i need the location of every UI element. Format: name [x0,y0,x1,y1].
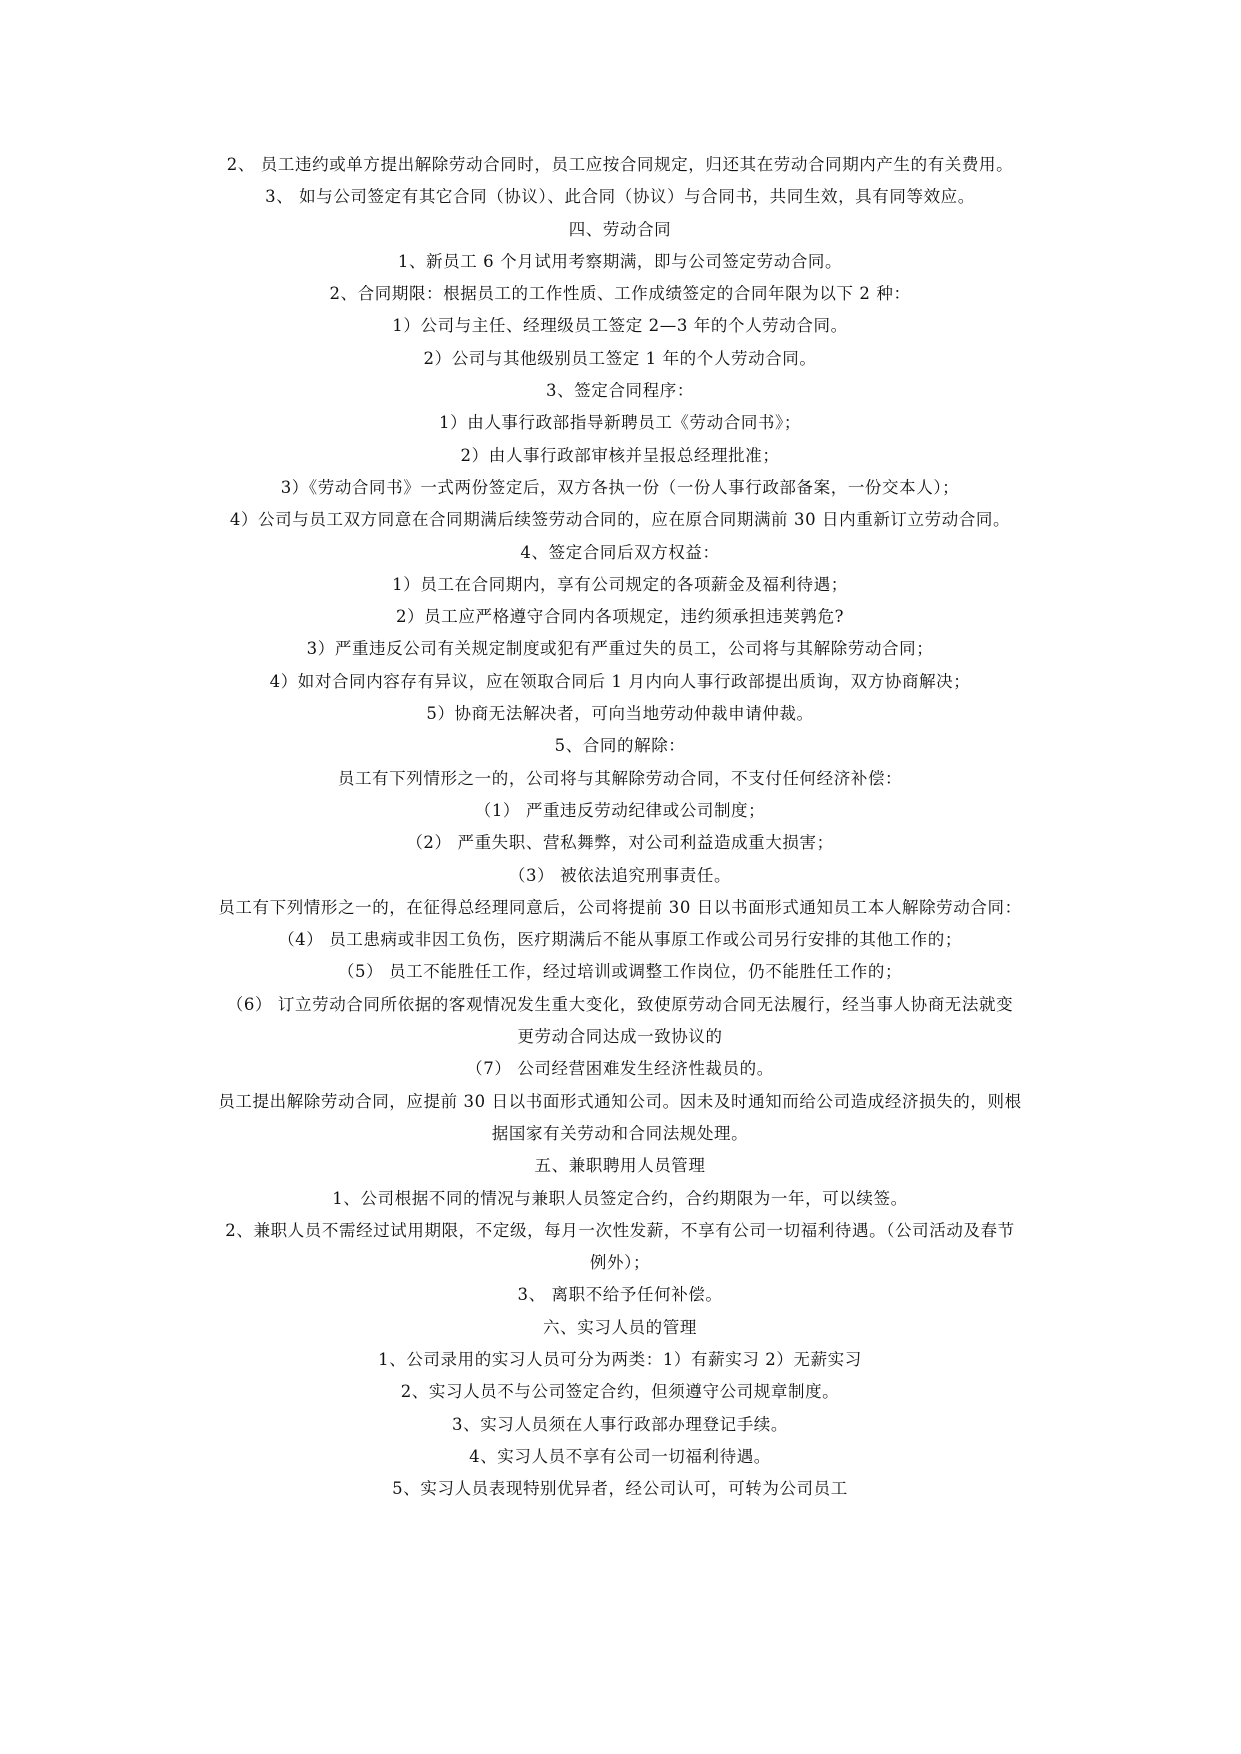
text-line: 3、实习人员须在人事行政部办理登记手续。 [452,1414,788,1434]
text-line: 1、公司根据不同的情况与兼职人员签定合约，合约期限为一年，可以续签。 [332,1188,908,1208]
text-line: 3、签定合同程序： [546,381,694,401]
text-line: （3） 被依法追究刑事责任。 [508,865,732,885]
text-line: 2）公司与其他级别员工签定 1 年的个人劳动合同。 [423,348,817,368]
text-line: （4） 员工患病或非因工负伤，医疗期满后不能从事原工作或公司另行安排的其他工作的； [278,930,962,950]
text-line: （5） 员工不能胜任工作，经过培训或调整工作岗位，仍不能胜任工作的； [337,962,903,982]
text-line: 3）严重违反公司有关规定制度或犯有严重过失的员工，公司将与其解除劳动合同； [306,639,934,659]
document-body [175,149,1065,1505]
text-line: （1） 严重违反劳动纪律或公司制度； [474,800,766,820]
text-line: 2）员工应严格遵守合同内各项规定，违约须承担违荚鹑危? [395,607,845,627]
text-line: 员工提出解除劳动合同，应提前 30 日以书面形式通知公司。因未及时通知而给公司造成经济损失的，则根 [218,1091,1022,1111]
text-line: 1）由人事行政部指导新聘员工《劳动合同书》； [439,413,801,433]
text-line: 4）如对合同内容存有异议，应在领取合同后 1 月内向人事行政部提出质询，双方协商解决； [269,671,971,691]
text-line: 2、合同期限：根据员工的工作性质、工作成绩签定的合同年限为以下 2 种： [329,284,911,304]
text-line: 4、签定合同后双方权益： [520,542,720,562]
text-line: （6） 订立劳动合同所依据的客观情况发生重大变化，致使原劳动合同无法履行，经当事人协商无法就变 [226,994,1014,1014]
text-line: 4）公司与员工双方同意在合同期满后续签劳动合同的，应在原合同期满前 30 日内重新订立劳动合同。 [229,510,1011,530]
text-line: 员工有下列情形之一的，在征得总经理同意后，公司将提前 30 日以书面形式通知员工本人解除劳动合同： [218,897,1022,917]
section-heading: 五、兼职聘用人员管理 [534,1156,706,1176]
text-line: 4、实习人员不享有公司一切福利待遇。 [469,1446,771,1466]
text-line: 2、 员工违约或单方提出解除劳动合同时，员工应按合同规定，归还其在劳动合同期内产生的有关费用。 [226,155,1014,174]
text-line: 1）员工在合同期内，享有公司规定的各项薪金及福利待遇； [392,574,848,594]
text-line: 员工有下列情形之一的，公司将与其解除劳动合同，不支付任何经济补偿： [337,768,903,788]
text-line: 1）公司与主任、经理级员工签定 2—3 年的个人劳动合同。 [392,316,848,336]
text-line: 2）由人事行政部审核并呈报总经理批准； [460,445,780,465]
text-line: 3、 如与公司签定有其它合同（协议）、此合同（协议）与合同书，共同生效，具有同等效应。 [265,187,975,207]
text-line: 1、新员工 6 个月试用考察期满，即与公司签定劳动合同。 [397,251,843,271]
text-line: 更劳动合同达成一致协议的 [517,1027,723,1047]
section-heading: 六、实习人员的管理 [543,1317,697,1337]
text-line: （7） 公司经营困难发生经济性裁员的。 [466,1059,774,1079]
text-line: 2、兼职人员不需经过试用期限，不定级，每月一次性发薪，不享有公司一切福利待遇。（公司活动及春节 [225,1220,1015,1240]
text-line: 例外）； [589,1253,651,1273]
text-line: （2） 严重失职、营私舞弊，对公司利益造成重大损害； [406,833,834,853]
text-line: 3、 离职不给予任何补偿。 [517,1285,723,1305]
text-line: 5、合同的解除： [554,736,686,756]
text-line: 2、实习人员不与公司签定合约，但须遵守公司规章制度。 [400,1382,840,1402]
text-line: 5、实习人员表现特别优异者，经公司认可，可转为公司员工 [392,1479,848,1499]
text-line: 据国家有关劳动和合同法规处理。 [491,1123,749,1143]
text-line: 3）《劳动合同书》一式两份签定后，双方各执一份（一份人事行政部备案，一份交本人）； [280,477,960,497]
text-line: 1、公司录用的实习人员可分为两类：1）有薪实习 2）无薪实习 [378,1349,862,1369]
text-line: 5）协商无法解决者，可向当地劳动仲裁申请仲裁。 [426,704,814,724]
section-heading: 四、劳动合同 [568,219,672,239]
